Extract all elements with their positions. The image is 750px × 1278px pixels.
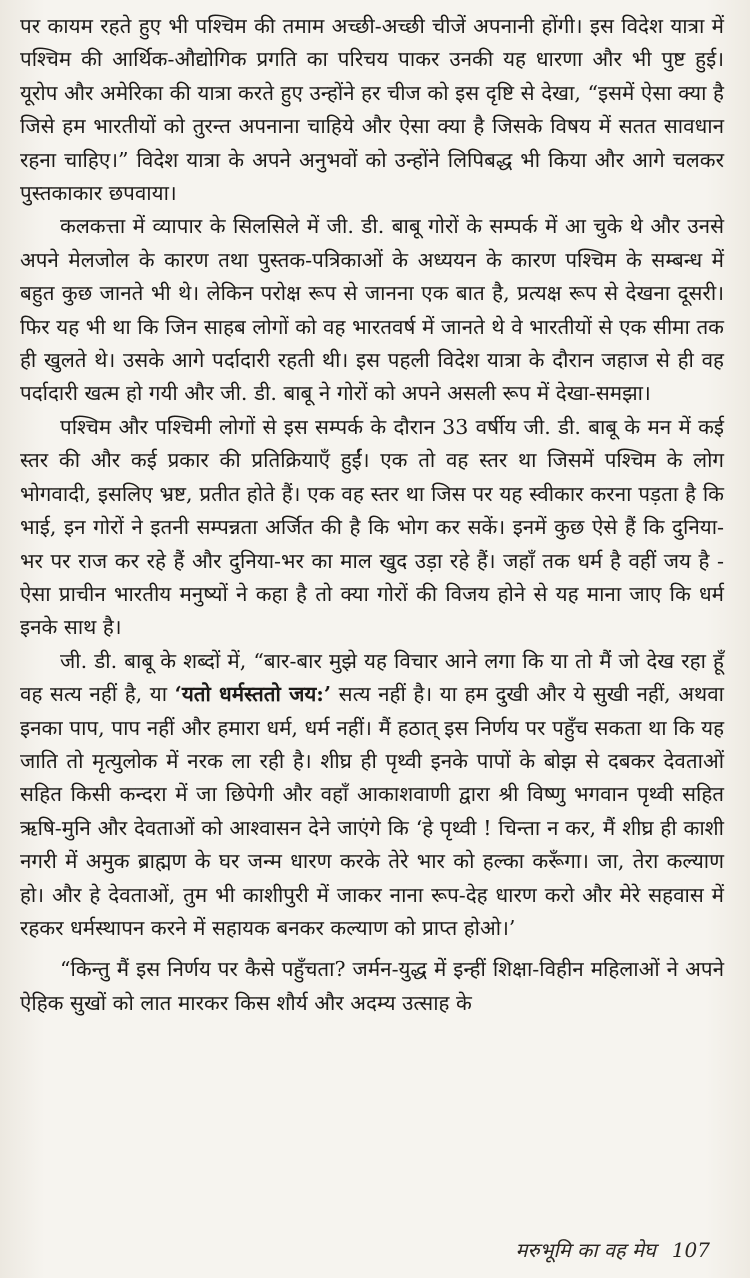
- paragraph-4-before: जी. डी. बाबू के शब्दों में, “बार-बार मुझे यह विचार आने लगा कि या तो मैं जो देख रहा हूँ वह सत्य नहीं है, या: [20, 648, 724, 707]
- book-title: मरुभूमि का वह मेघ: [515, 1238, 656, 1262]
- paragraph-1: पर कायम रहते हुए भी पश्चिम की तमाम अच्छी-अच्छी चीजें अपनानी होंगी। इस विदेश यात्रा में पश्चिम की आर्थिक-औद्योगिक प्रगति का परिचय पाकर उनकी यह धारणा और भी पुष्ट हुई। यूरोप और अमेरिका की यात्रा करते हुए उन्होंने हर चीज को इस दृष्टि से देखा, “इसमें ऐसा क्या है जिसे हम भारतीयों को तुरन्त अपनाना चाहिये और ऐसा क्या है जिसके विषय में सतत सावधान रहना चाहिए।” विदेश यात्रा के अपने अनुभवों को उन्होंने लिपिबद्ध भी किया और आगे चलकर पुस्तकाकार छपवाया।: [20, 14, 724, 206]
- sanskrit-quote: ‘यतो धर्मस्ततो जय:’: [174, 682, 332, 707]
- paragraph-2: कलकत्ता में व्यापार के सिलसिले में जी. डी. बाबू गोरों के सम्पर्क में आ चुके थे और उनसे अपने मेलजोल के कारण तथा पुस्तक-पत्रिकाओं के अध्ययन के कारण पश्चिम के सम्बन्ध में बहुत कुछ जानते भी थे। लेकिन परोक्ष रूप से जानना एक बात है, प्रत्यक्ष रूप से देखना दूसरी। फिर यह भी था कि जिन साहब लोगों को वह भारतवर्ष में जानते थे वे भारतीयों से एक सीमा तक ही खुलते थे। उसके आगे पर्दादारी रहती थी। इस पहली विदेश यात्रा के दौरान जहाज से ही वह पर्दादारी खत्म हो गयी और जी. डी. बाबू ने गोरों को अपने असली रूप में देखा-समझा।: [20, 214, 724, 406]
- paragraph-5: “किन्तु मैं इस निर्णय पर कैसे पहुँचता? जर्मन-युद्ध में इन्हीं शिक्षा-विहीन महिलाओं ने अपने ऐहिक सुखों को लात मारकर किस शौर्य और अदम्य उत्साह के: [20, 957, 724, 1015]
- paragraph-3: पश्चिम और पश्चिमी लोगों से इस सम्पर्क के दौरान 33 वर्षीय जी. डी. बाबू के मन में कई स्तर की और कई प्रकार की प्रतिक्रियाएँ हुईं। एक तो वह स्तर था जिसमें पश्चिम के लोग भोगवादी, इसलिए भ्रष्ट, प्रतीत होते हैं। एक वह स्तर था जिस पर यह स्वीकार करना पड़ता है कि भाई, इन गोरों ने इतनी सम्पन्नता अर्जित की है कि भोग कर सकें। इनमें कुछ ऐसे हैं कि दुनिया-भर पर राज कर रहे हैं और दुनिया-भर का माल खुद उड़ा रहे हैं। जहाँ तक धर्म है वहीं जय है - ऐसा प्राचीन भारतीय मनुष्यों ने कहा है तो क्या गोरों की विजय होने से यह माना जाए कि धर्म इनके साथ है।: [20, 414, 724, 640]
- paragraph-4-after: सत्य नहीं है। या हम दुखी और ये सुखी नहीं, अथवा इनका पाप, पाप नहीं और हमारा धर्म, धर्म नहीं। मैं हठात् इस निर्णय पर पहुँच सकता था कि यह जाति तो मृत्युलोक में नरक ला रही है। शीघ्र ही पृथ्वी इनके पापों के बोझ से दबकर देवताओं सहित किसी कन्दरा में जा छिपेगी और वहाँ आकाशवाणी द्वारा श्री विष्णु भगवान पृथ्वी सहित ऋषि-मुनि और देवताओं को आश्वासन देने जाएंगे कि ‘हे पृथ्वी ! चिन्ता न कर, मैं शीघ्र ही काशी नगरी में अमुक ब्राह्मण के घर जन्म धारण करके तेरे भार को हल्का करूँगा। जा, तेरा कल्याण हो। और हे देवताओं, तुम भी काशीपुरी में जाकर नाना रूप-देह धारण करो और मेरे सहवास में रहकर धर्मस्थापन करने में सहायक बनकर कल्याण को प्राप्त होओ।’: [20, 682, 725, 940]
- paragraph-4: [20, 645, 724, 946]
- page-body: [20, 10, 724, 1020]
- running-footer: [516, 1236, 710, 1263]
- page-number: 107: [671, 1238, 710, 1262]
